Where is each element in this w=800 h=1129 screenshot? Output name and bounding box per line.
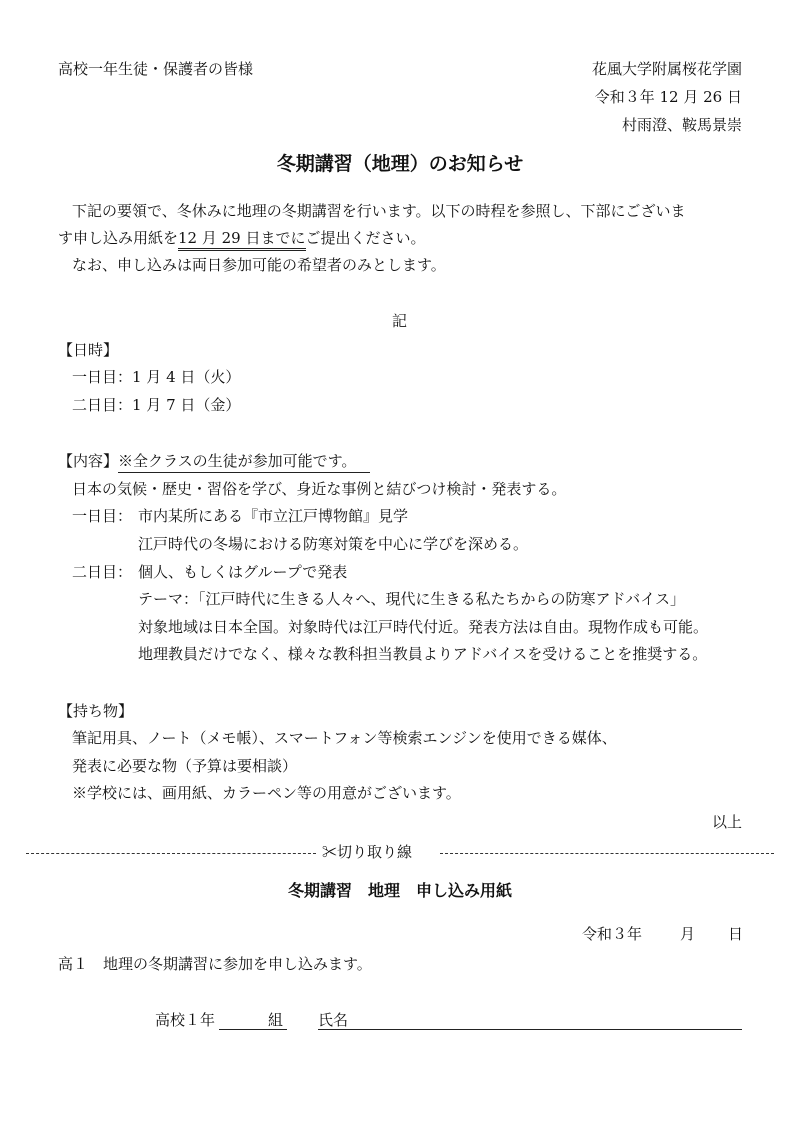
form-name-label: 氏名 xyxy=(318,1011,349,1029)
recipient: 高校一年生徒・保護者の皆様 xyxy=(58,60,254,78)
form-class-label: 組 xyxy=(268,1011,284,1029)
authors: 村雨澄、鞍馬景崇 xyxy=(621,116,742,134)
page-title: 冬期講習（地理）のお知らせ xyxy=(276,153,524,175)
intro-line-2 xyxy=(58,231,426,246)
schedule-day-2: 二日目：1 月 7 日（金） xyxy=(72,396,241,414)
deadline-emphasis: 12 月 29 日までに xyxy=(178,229,305,251)
belongings-line-1: 筆記用具、ノート（メモ帳）、スマートフォン等検索エンジンを使用できる媒体、 xyxy=(72,729,617,747)
content-day-1-detail: 江戸時代の冬場における防寒対策を中心に学びを深める。 xyxy=(138,535,529,553)
form-grade-label: 高校１年 xyxy=(155,1011,216,1029)
content-heading: 【内容】 xyxy=(58,452,119,470)
cut-line-left xyxy=(26,853,316,854)
cut-line-right xyxy=(440,853,774,854)
belongings-heading: 【持ち物】 xyxy=(58,702,134,720)
content-day-1-label: 一日目： xyxy=(72,507,133,525)
intro-line-2-pre: す申し込み用紙を xyxy=(58,229,179,247)
content-day-2-advice: 地理教員だけでなく、様々な教科担当教員よりアドバイスを受けることを推奨する。 xyxy=(138,645,708,663)
intro-line-2-post: ご提出ください。 xyxy=(305,229,426,247)
schedule-day-1: 一日目：1 月 4 日（火） xyxy=(72,368,241,386)
school-name: 花風大学附属桜花学園 xyxy=(591,60,742,78)
closing-ijou: 以上 xyxy=(711,813,742,831)
belongings-line-3: ※学校には、画用紙、カラーペン等の用意がございます。 xyxy=(72,784,461,802)
content-heading-row xyxy=(58,454,370,469)
form-date-day: 日 xyxy=(728,925,744,943)
content-day-2-scope: 対象地域は日本全国。対象時代は江戸時代付近。発表方法は自由。現物作成も可能。 xyxy=(138,618,709,636)
content-summary: 日本の気候・歴史・習俗を学び、身近な事例と結びつけ検討・発表する。 xyxy=(72,480,567,498)
form-statement: 高１ 地理の冬期講習に参加を申し込みます。 xyxy=(58,955,372,973)
form-title: 冬期講習 地理 申し込み用紙 xyxy=(287,881,512,900)
cut-line-label: ✂切り取り線 xyxy=(322,843,413,861)
issue-date: 令和３年 12 月 26 日 xyxy=(594,88,742,106)
content-day-2-text: 個人、もしくはグループで発表 xyxy=(138,563,348,581)
belongings-line-2: 発表に必要な物（予算は要相談） xyxy=(72,757,298,775)
intro-line-1: 下記の要領で、冬休みに地理の冬期講習を行います。以下の時程を参照し、下部にございま xyxy=(72,202,686,220)
form-date-era: 令和３年 xyxy=(582,925,643,943)
content-note: ※全クラスの生徒が参加可能です。 xyxy=(118,452,370,473)
ki-marker: 記 xyxy=(392,312,408,330)
content-day-1-text: 市内某所にある『市立江戸博物館』見学 xyxy=(138,507,409,525)
intro-line-3: なお、申し込みは両日参加可能の希望者のみとします。 xyxy=(72,256,446,274)
content-day-2-theme: テーマ：「江戸時代に生きる人々へ、現代に生きる私たちからの防寒アドバイス」 xyxy=(138,590,686,608)
name-blank-field[interactable] xyxy=(318,1029,742,1030)
schedule-heading: 【日時】 xyxy=(58,341,119,359)
form-date-month: 月 xyxy=(680,925,696,943)
class-blank-field[interactable] xyxy=(219,1029,287,1030)
content-day-2-label: 二日目： xyxy=(72,563,133,581)
